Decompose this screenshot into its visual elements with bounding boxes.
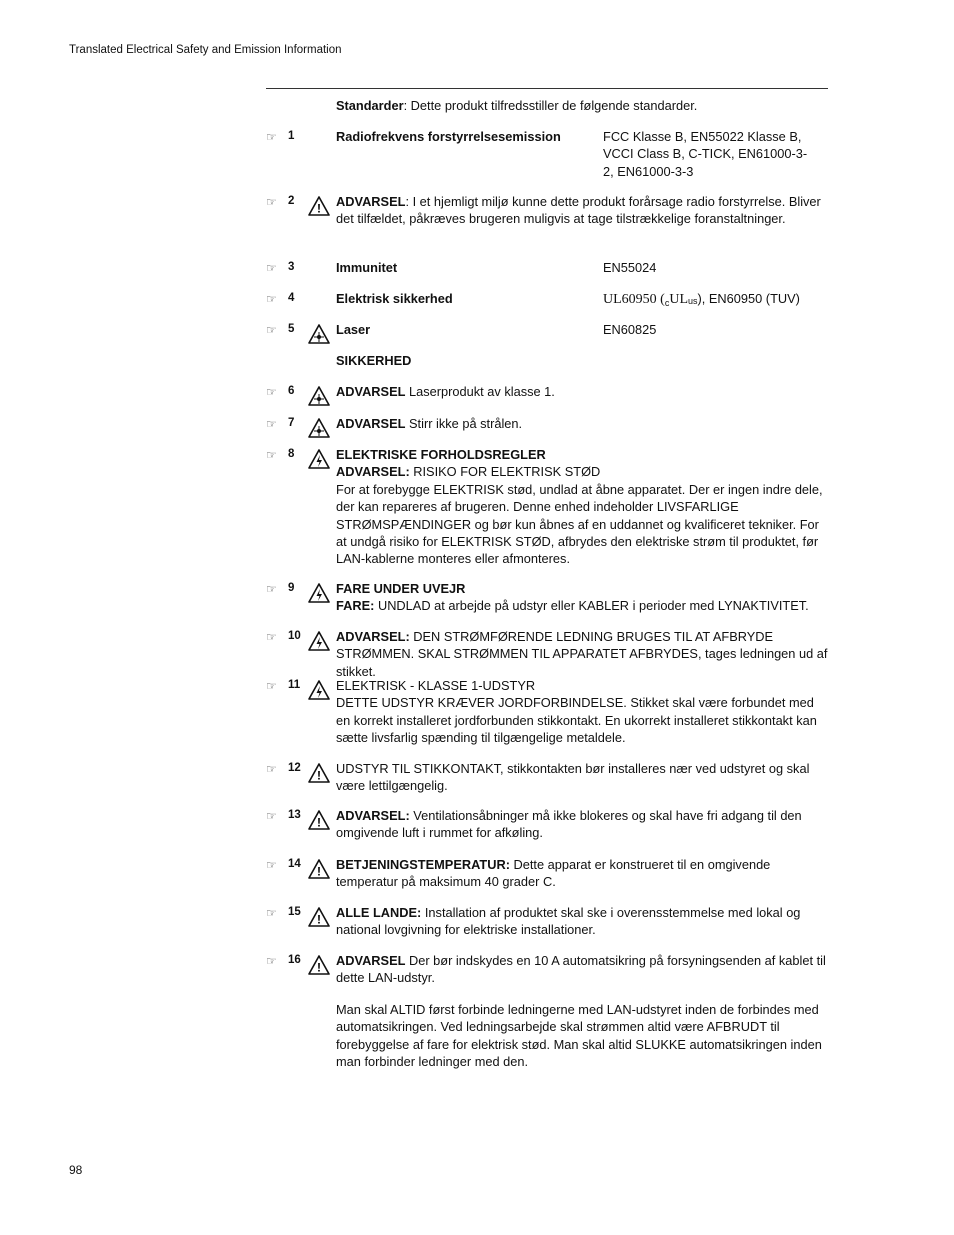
warning-paragraph: Man skal ALTID først forbinde ledningerne med LAN-udstyret inden de forbindes med automatsikringen. Ved ledningsarbejde skal strømmen altid være AFBRUDT til forebyggelse af fare for elektrisk stød. Man skal altid SLUKKE automatsikringen inden man forbinder ledninger med den. (336, 1001, 822, 1070)
standard-value: UL60950 $(_cULus)$, EN60950 (TUV) (603, 291, 800, 308)
electric-hazard-icon (308, 582, 330, 604)
warning-text: Laserprodukt av klasse 1. (405, 384, 555, 399)
warning-heading: ELEKTRISK - KLASSE 1-UDSTYR (336, 678, 536, 693)
pointing-hand-icon: ☞ (266, 292, 277, 306)
pointing-hand-icon: ☞ (266, 385, 277, 399)
pointing-hand-icon: ☞ (266, 261, 277, 275)
svg-text:!: ! (317, 864, 321, 879)
warning-text: DETTE UDSTYR KRÆVER JORDFORBINDELSE. Stikket skal være forbundet med en korrekt installeret jordforbunden stikkontakt. En ukorrekt installeret stikkontakt kan sætte livsfarlig spænding til tilgængelige metaldele. (336, 695, 817, 746)
standard-label: Radiofrekvens forstyrrelsesemission (336, 129, 561, 144)
warning-label: ADVARSEL (336, 416, 406, 431)
warning-triangle-icon (308, 906, 330, 928)
warning-triangle-icon (308, 858, 330, 880)
intro-label: Standarder (336, 98, 404, 113)
header-rule (266, 88, 828, 89)
standard-value: EN60825 (603, 322, 657, 337)
item-number: 11 (288, 679, 301, 691)
intro-text: : Dette produkt tilfredsstiller de følgende standarder. (403, 98, 698, 113)
warning-triangle-icon (308, 762, 330, 784)
standard-label: Elektrisk sikkerhed (336, 291, 453, 306)
warning-label: ADVARSEL: (336, 629, 410, 644)
svg-text:!: ! (317, 912, 321, 927)
warning-label: ADVARSEL: (336, 808, 410, 823)
standard-value: FCC Klasse B, EN55022 Klasse B, VCCI Class B, C-TICK, EN61000-3-2, EN61000-3-3 (603, 129, 808, 179)
item-number: 6 (288, 385, 295, 397)
laser-warning-icon (308, 323, 330, 345)
warning-heading: FARE UNDER UVEJR (336, 581, 466, 596)
item-number: 15 (288, 906, 301, 918)
warning-text: Installation af produktet skal ske i overensstemmelse med lokal og national lovgivning for elektriske installationer. (336, 905, 801, 938)
warning-label: ADVARSEL (336, 194, 406, 209)
warning-subtitle: RISIKO FOR ELEKTRISK STØD (409, 464, 601, 480)
pointing-hand-icon: ☞ (266, 195, 277, 209)
item-number: 5 (288, 323, 295, 335)
warning-heading: ELEKTRISKE FORHOLDSREGLER (336, 447, 546, 462)
electric-hazard-icon (308, 630, 330, 652)
item-number: 8 (288, 448, 295, 460)
standard-label: Laser (336, 322, 371, 337)
electric-hazard-icon (308, 448, 330, 470)
warning-label: ALLE LANDE: (336, 905, 422, 920)
warning-text: Der bør indskydes en 10 A automatsikring på forsyningsenden af kablet til dette LAN-udstyr. (336, 953, 826, 986)
pointing-hand-icon: ☞ (266, 630, 277, 644)
pointing-hand-icon: ☞ (266, 323, 277, 337)
laser-warning-icon (308, 385, 330, 407)
standard-label: Immunitet (336, 260, 398, 275)
svg-text:!: ! (317, 768, 321, 783)
item-number: 12 (288, 762, 301, 774)
pointing-hand-icon: ☞ (266, 858, 277, 872)
item-number: 10 (288, 630, 301, 642)
pointing-hand-icon: ☞ (266, 130, 277, 144)
warning-text: Ventilationsåbninger må ikke blokeres og skal have fri adgang til den omgivende luft i rummet for afkøling. (336, 808, 802, 841)
pointing-hand-icon: ☞ (266, 448, 277, 462)
warning-triangle-icon (308, 195, 330, 217)
item-number: 9 (288, 582, 295, 594)
pointing-hand-icon: ☞ (266, 582, 277, 596)
pointing-hand-icon: ☞ (266, 954, 277, 968)
warning-label: ADVARSEL: (336, 464, 410, 480)
item-number: 7 (288, 417, 295, 429)
warning-label: FARE: (336, 598, 375, 614)
warning-text: Dette apparat er konstrueret til en omgivende temperatur på maksimum 40 grader C. (336, 857, 771, 890)
warning-label: ADVARSEL (336, 384, 406, 399)
item-number: 1 (288, 130, 295, 142)
warning-text: Stirr ikke på strålen. (405, 416, 523, 431)
page-number: 98 (69, 1163, 83, 1177)
warning-text: For at forebygge ELEKTRISK stød, undlad at åbne apparatet. Der er ingen indre dele, der kan repareres af brugeren. Denne enhed indeholder LIVSFARLIGE STRØMSPÆNDINGER og bør kun åbnes af en uddannet og kvalificeret tekniker. For at undgå risiko for ELEKTRISK STØD, afbrydes den elektriske strøm til produktet, før LAN-kablerne monteres eller afmonteres. (336, 481, 823, 567)
item-number: 4 (288, 292, 295, 304)
laser-warning-icon (308, 417, 330, 439)
item-number: 13 (288, 809, 301, 821)
item-number: 3 (288, 261, 295, 273)
warning-label: ADVARSEL (336, 953, 406, 968)
warning-text: UDSTYR TIL STIKKONTAKT, stikkontakten bør installeres nær ved udstyret og skal være lettilgængelig. (336, 761, 810, 794)
pointing-hand-icon: ☞ (266, 906, 277, 920)
warning-text: UNDLAD at arbejde på udstyr eller KABLER i perioder med LYNAKTIVITET. (374, 598, 809, 614)
warning-label: BETJENINGSTEMPERATUR: (336, 857, 510, 872)
svg-text:!: ! (317, 960, 321, 975)
item-number: 2 (288, 195, 295, 207)
warning-triangle-icon (308, 954, 330, 976)
svg-text:!: ! (317, 815, 321, 830)
warning-text: DEN STRØMFØRENDE LEDNING BRUGES TIL AT AFBRYDE STRØMMEN. SKAL STRØMMEN TIL APPARATET AFBRYDES, tages ledningen ud af stikket. (336, 629, 828, 679)
pointing-hand-icon: ☞ (266, 679, 277, 693)
warning-triangle-icon (308, 809, 330, 831)
electric-hazard-icon (308, 679, 330, 701)
standard-value: EN55024 (603, 260, 657, 275)
warning-text: : I et hjemligt miljø kunne dette produkt forårsage radio forstyrrelse. Bliver det tilfældet, påkræves brugeren muligvis at tage tilstrækkelige foranstaltninger. (336, 194, 821, 227)
item-number: 16 (288, 954, 301, 966)
svg-text:!: ! (317, 201, 321, 216)
running-header: Translated Electrical Safety and Emission Information (69, 44, 342, 56)
pointing-hand-icon: ☞ (266, 417, 277, 431)
item-number: 14 (288, 858, 301, 870)
pointing-hand-icon: ☞ (266, 762, 277, 776)
pointing-hand-icon: ☞ (266, 809, 277, 823)
